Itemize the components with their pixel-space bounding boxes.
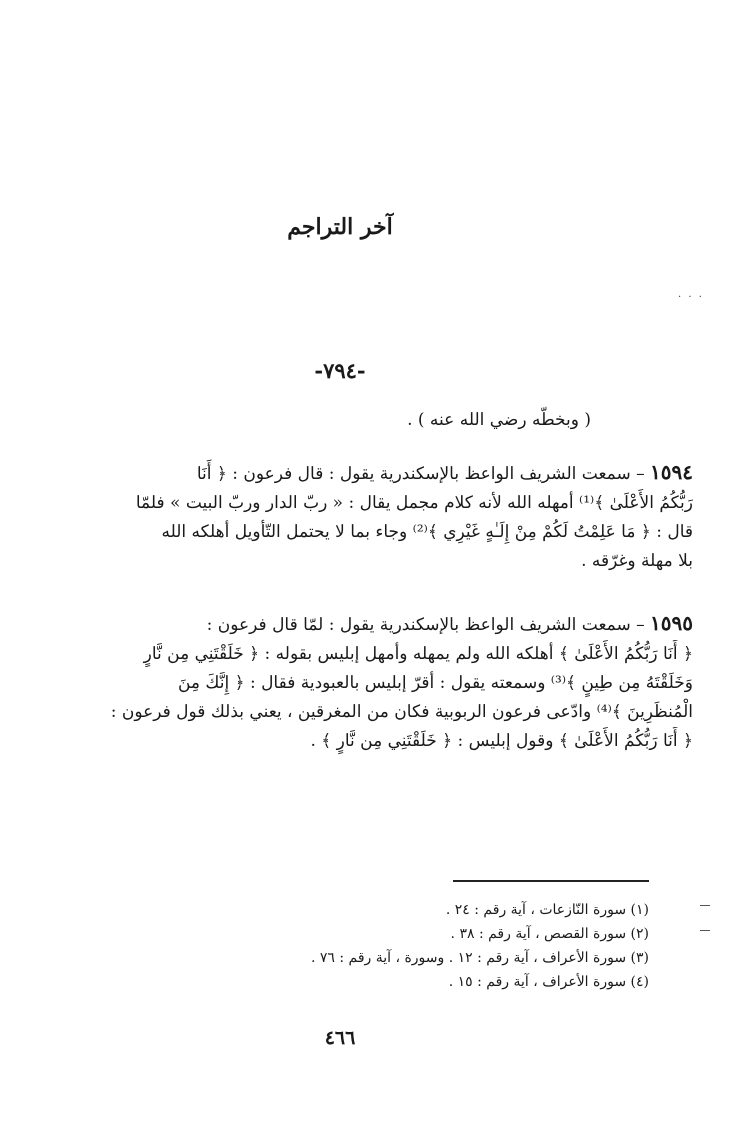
entry-line: وَخَلَقْتَهُ مِن طِينٍ ﴾⁽³⁾ وسمعته يقول : أقرّ إبليس بالعبودية فقال : ﴿ إِنَّكَ مِنَ: [177, 673, 693, 693]
entry-1595: [43, 609, 693, 756]
entry-line: [43, 609, 693, 640]
footnote-2: (٢) سورة القصص ، آية رقم : ٣٨ .: [450, 926, 649, 942]
entry-line: ﴿ أَنَا رَبُّكُمُ الأَعْلَىٰ ﴾ أهلكه الله ولم يمهله وأمهل إبليس بقوله : ﴿ خَلَقْتَنِي مِن نَّارٍ: [143, 644, 693, 664]
entry-line: بلا مهلة وغرّقه .: [581, 551, 693, 571]
entry-line: ﴿ أَنَا رَبُّكُمُ الأَعْلَىٰ ﴾ وقول إبليس : ﴿ خَلَقْتَنِي مِن نَّارٍ ﴾ .: [310, 731, 693, 751]
footnote-3: (٣) سورة الأعراف ، آية رقم : ١٢ . وسورة ، آية رقم : ٧٦ .: [310, 950, 649, 966]
margin-mark: [700, 930, 710, 931]
entry-1594: [43, 458, 693, 576]
entry-line: [43, 458, 693, 489]
entry-line: رَبُّكُمُ الأَعْلَىٰ ﴾⁽¹⁾ أمهله الله لأنه كلام مجمل يقال : « ربّ الدار وربّ البيت » فلمّا: [135, 493, 693, 513]
footnote-4: (٤) سورة الأعراف ، آية رقم : ١٥ .: [448, 974, 649, 990]
entry-line: قال : ﴿ مَا عَلِمْتُ لَكُمْ مِنْ إِلَـٰهٍ غَيْرِي ﴾⁽²⁾ وجاء بما لا يحتمل التّأويل أهلكه الله: [161, 522, 693, 542]
closing-line: ( وبخطّه رضي الله عنه ) .: [407, 410, 591, 430]
footnotes: [311, 898, 649, 994]
footnote-1: (١) سورة النّازعات ، آية رقم : ٢٤ .: [445, 902, 649, 918]
entry-text: – سمعت الشريف الواعظ بالإسكندرية يقول : قال فرعون : ﴿ أَنَا: [196, 464, 651, 484]
margin-mark: [700, 905, 710, 906]
section-title: آخر التراجم: [287, 214, 393, 240]
page-number: ٤٦٦: [324, 1027, 356, 1049]
footnote-divider: [453, 880, 649, 882]
entry-number: ١٥٩٤: [650, 460, 693, 484]
entry-text: – سمعت الشريف الواعظ بالإسكندرية يقول : لمّا قال فرعون :: [206, 615, 651, 635]
entry-number: ١٥٩٥: [650, 611, 693, 635]
entry-line: الْمُنظَرِينَ ﴾⁽⁴⁾ وادّعى فرعون الربوبية فكان من المغرقين ، يعني بذلك قول فرعون :: [110, 702, 693, 722]
scan-specks: · · ·: [678, 292, 704, 303]
section-number: -٧٩٤-: [314, 358, 366, 383]
